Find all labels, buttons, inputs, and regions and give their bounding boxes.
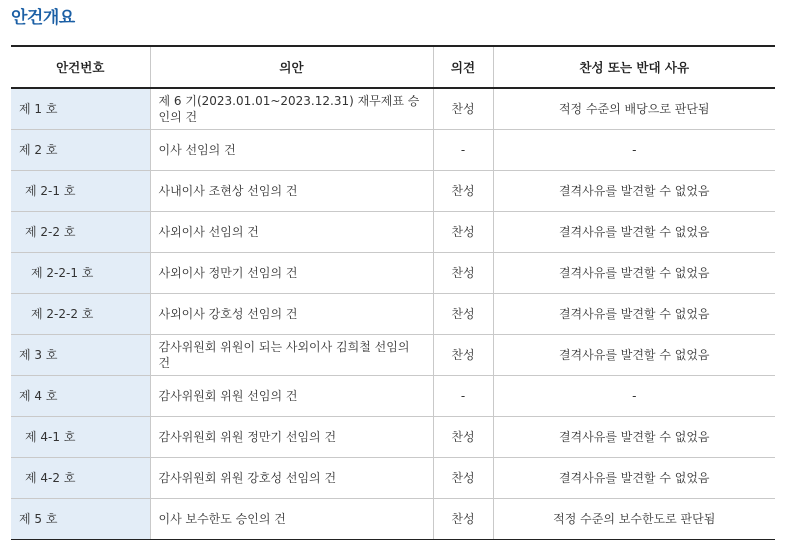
agenda-title-cell: 사외이사 강호성 선임의 건	[150, 293, 433, 334]
opinion-cell: 찬성	[433, 170, 493, 211]
table-header	[11, 46, 775, 88]
agenda-number-cell: 제 2-2 호	[11, 211, 150, 252]
opinion-cell: 찬성	[433, 498, 493, 539]
page-title: 안건개요	[11, 8, 75, 28]
opinion-cell: 찬성	[433, 211, 493, 252]
table-row	[11, 334, 775, 375]
header-agenda: 의안	[150, 46, 433, 88]
agenda-title-cell: 사외이사 선임의 건	[150, 211, 433, 252]
agenda-number-cell: 제 3 호	[11, 334, 150, 375]
table-body	[11, 88, 775, 539]
opinion-cell: 찬성	[433, 334, 493, 375]
agenda-number-cell: 제 4 호	[11, 375, 150, 416]
agenda-title-cell: 감사위원회 위원 선임의 건	[150, 375, 433, 416]
reason-cell: 결격사유를 발견할 수 없었음	[493, 293, 775, 334]
reason-cell: 적정 수준의 배당으로 판단됨	[493, 88, 775, 129]
table-row	[11, 129, 775, 170]
agenda-number-cell: 제 2-2-2 호	[11, 293, 150, 334]
reason-cell: 결격사유를 발견할 수 없었음	[493, 457, 775, 498]
agenda-number-cell: 제 4-2 호	[11, 457, 150, 498]
table-row	[11, 416, 775, 457]
table-row	[11, 170, 775, 211]
reason-cell: 결격사유를 발견할 수 없었음	[493, 211, 775, 252]
opinion-cell: -	[433, 375, 493, 416]
reason-cell: -	[493, 129, 775, 170]
agenda-number-cell: 제 2-1 호	[11, 170, 150, 211]
header-reason: 찬성 또는 반대 사유	[493, 46, 775, 88]
agenda-title-cell: 사외이사 정만기 선임의 건	[150, 252, 433, 293]
header-opinion: 의견	[433, 46, 493, 88]
agenda-title-cell: 사내이사 조현상 선임의 건	[150, 170, 433, 211]
header-row	[11, 46, 775, 88]
table-row	[11, 211, 775, 252]
reason-cell: 결격사유를 발견할 수 없었음	[493, 252, 775, 293]
reason-cell: 결격사유를 발견할 수 없었음	[493, 334, 775, 375]
agenda-number-cell: 제 1 호	[11, 88, 150, 129]
agenda-title-cell: 제 6 기(2023.01.01~2023.12.31) 재무제표 승인의 건	[150, 88, 433, 129]
agenda-title-cell: 이사 선임의 건	[150, 129, 433, 170]
opinion-cell: 찬성	[433, 457, 493, 498]
reason-cell: -	[493, 375, 775, 416]
opinion-cell: 찬성	[433, 88, 493, 129]
agenda-title-cell: 감사위원회 위원 정만기 선임의 건	[150, 416, 433, 457]
opinion-cell: 찬성	[433, 293, 493, 334]
table-row	[11, 498, 775, 539]
agenda-title-cell: 이사 보수한도 승인의 건	[150, 498, 433, 539]
table-row	[11, 375, 775, 416]
reason-cell: 적정 수준의 보수한도로 판단됨	[493, 498, 775, 539]
agenda-number-cell: 제 2 호	[11, 129, 150, 170]
opinion-cell: 찬성	[433, 416, 493, 457]
agenda-title-cell: 감사위원회 위원 강호성 선임의 건	[150, 457, 433, 498]
header-number: 안건번호	[11, 46, 150, 88]
reason-cell: 결격사유를 발견할 수 없었음	[493, 416, 775, 457]
agenda-number-cell: 제 4-1 호	[11, 416, 150, 457]
opinion-cell: 찬성	[433, 252, 493, 293]
agenda-number-cell: 제 2-2-1 호	[11, 252, 150, 293]
table-row	[11, 88, 775, 129]
table-row	[11, 457, 775, 498]
opinion-cell: -	[433, 129, 493, 170]
agenda-title-cell: 감사위원회 위원이 되는 사외이사 김희철 선임의 건	[150, 334, 433, 375]
table-row	[11, 293, 775, 334]
table-row	[11, 252, 775, 293]
agenda-table	[11, 45, 775, 540]
agenda-number-cell: 제 5 호	[11, 498, 150, 539]
reason-cell: 결격사유를 발견할 수 없었음	[493, 170, 775, 211]
